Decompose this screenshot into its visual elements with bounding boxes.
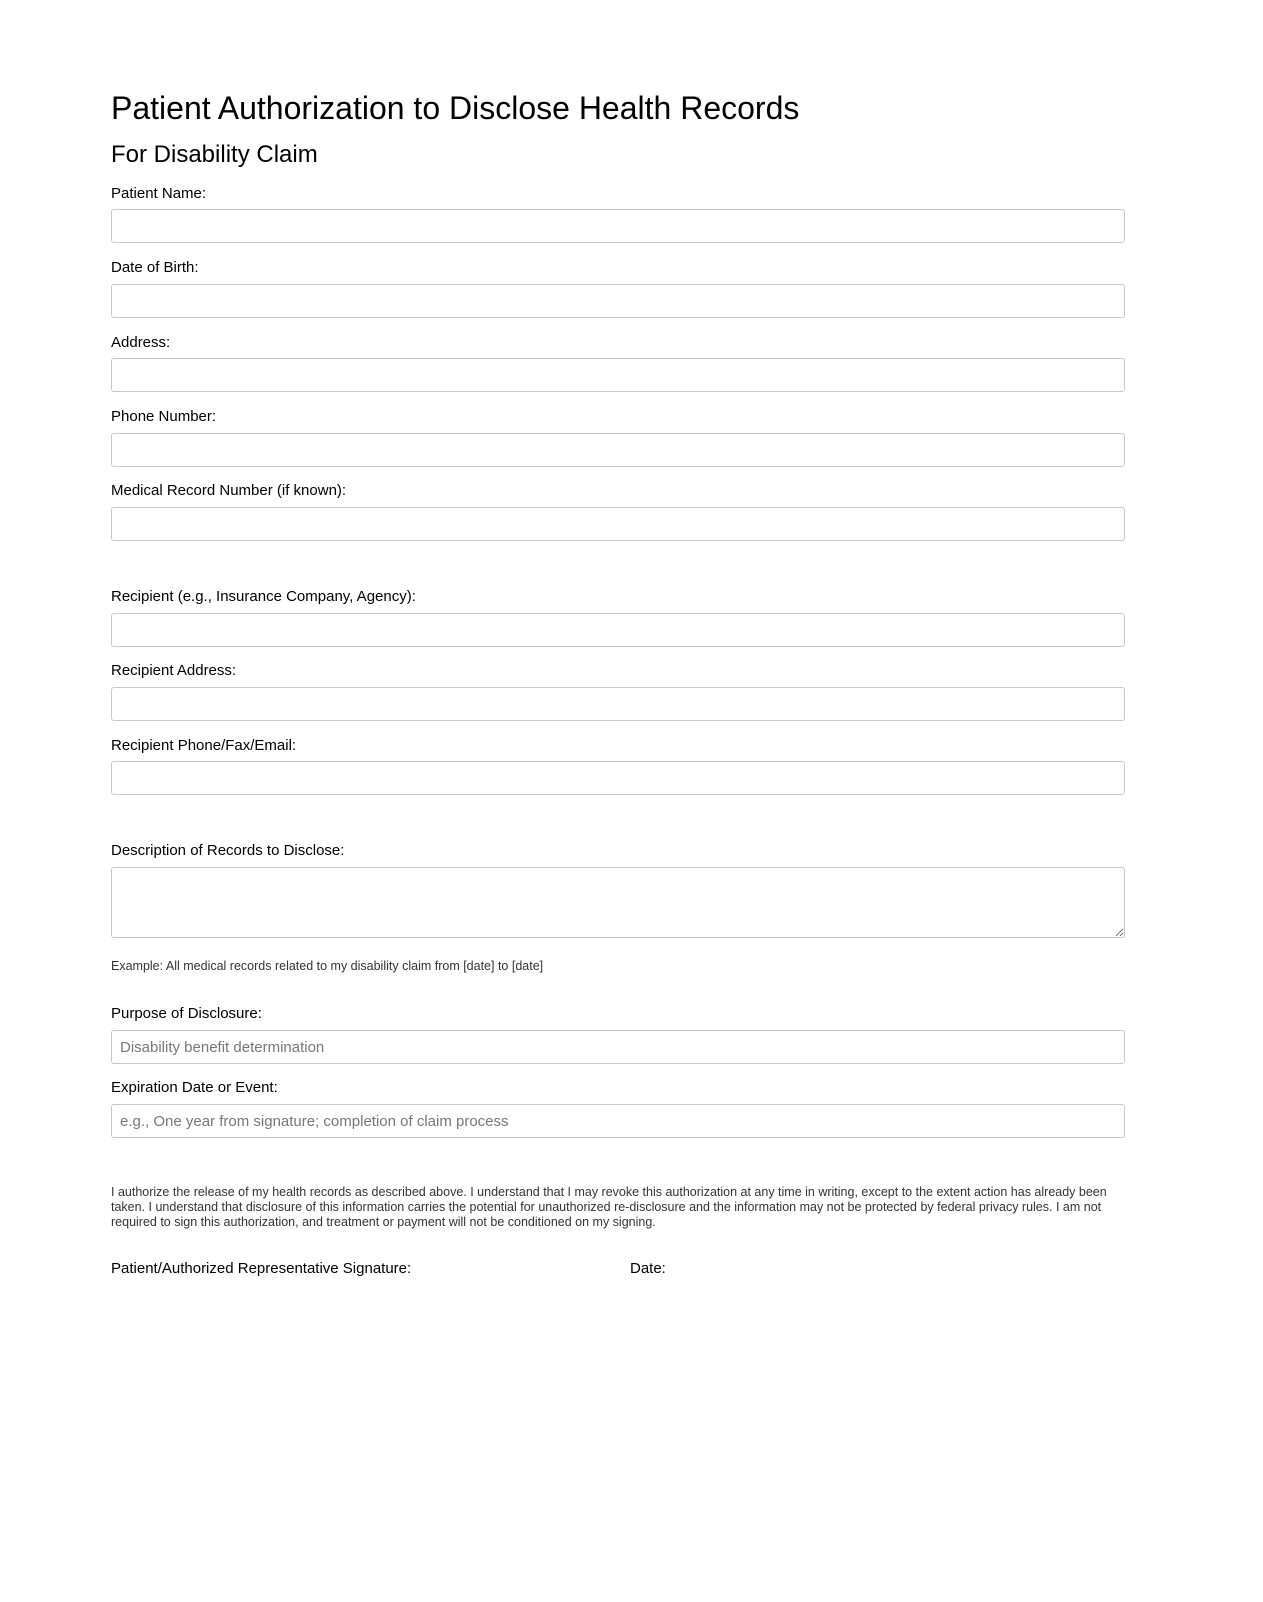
recipient-contact-input[interactable] xyxy=(111,761,1125,795)
page-subtitle: For Disability Claim xyxy=(111,141,318,168)
purpose-input[interactable] xyxy=(111,1030,1125,1064)
expiration-label: Expiration Date or Event: xyxy=(111,1079,278,1096)
mrn-label: Medical Record Number (if known): xyxy=(111,482,347,499)
patient-name-input[interactable] xyxy=(111,209,1125,243)
expiration-input[interactable] xyxy=(111,1104,1125,1138)
recipient-input[interactable] xyxy=(111,613,1125,647)
dob-input[interactable] xyxy=(111,284,1125,318)
records-description-textarea[interactable] xyxy=(111,867,1125,938)
dob-label: Date of Birth: xyxy=(111,259,199,276)
signature-label: Patient/Authorized Representative Signature: xyxy=(111,1260,412,1277)
recipient-contact-label: Recipient Phone/Fax/Email: xyxy=(111,737,297,754)
mrn-input[interactable] xyxy=(111,507,1125,541)
address-input[interactable] xyxy=(111,358,1125,392)
recipient-address-input[interactable] xyxy=(111,687,1125,721)
records-example-note: Example: All medical records related to my disability claim from [date] to [date] xyxy=(111,959,544,973)
phone-label: Phone Number: xyxy=(111,408,217,425)
recipient-address-label: Recipient Address: xyxy=(111,662,237,679)
phone-input[interactable] xyxy=(111,433,1125,467)
patient-name-label: Patient Name: xyxy=(111,185,207,202)
recipient-label: Recipient (e.g., Insurance Company, Agency): xyxy=(111,588,416,605)
records-description-label: Description of Records to Disclose: xyxy=(111,842,345,859)
signature-date-label: Date: xyxy=(630,1260,666,1277)
address-label: Address: xyxy=(111,334,171,351)
purpose-label: Purpose of Disclosure: xyxy=(111,1005,262,1022)
page-title: Patient Authorization to Disclose Health Records xyxy=(111,90,800,126)
authorization-statement: I authorize the release of my health records as described above. I understand that I may revoke this authorization at any time in writing, except to the extent action has already been taken. I understand that disclosure of this information carries the potential for unauthorized re-disclosure and the information may not be protected by federal privacy rules. I am not required to sign this authorization, and treatment or payment will not be conditioned on my signing. xyxy=(111,1185,1107,1229)
